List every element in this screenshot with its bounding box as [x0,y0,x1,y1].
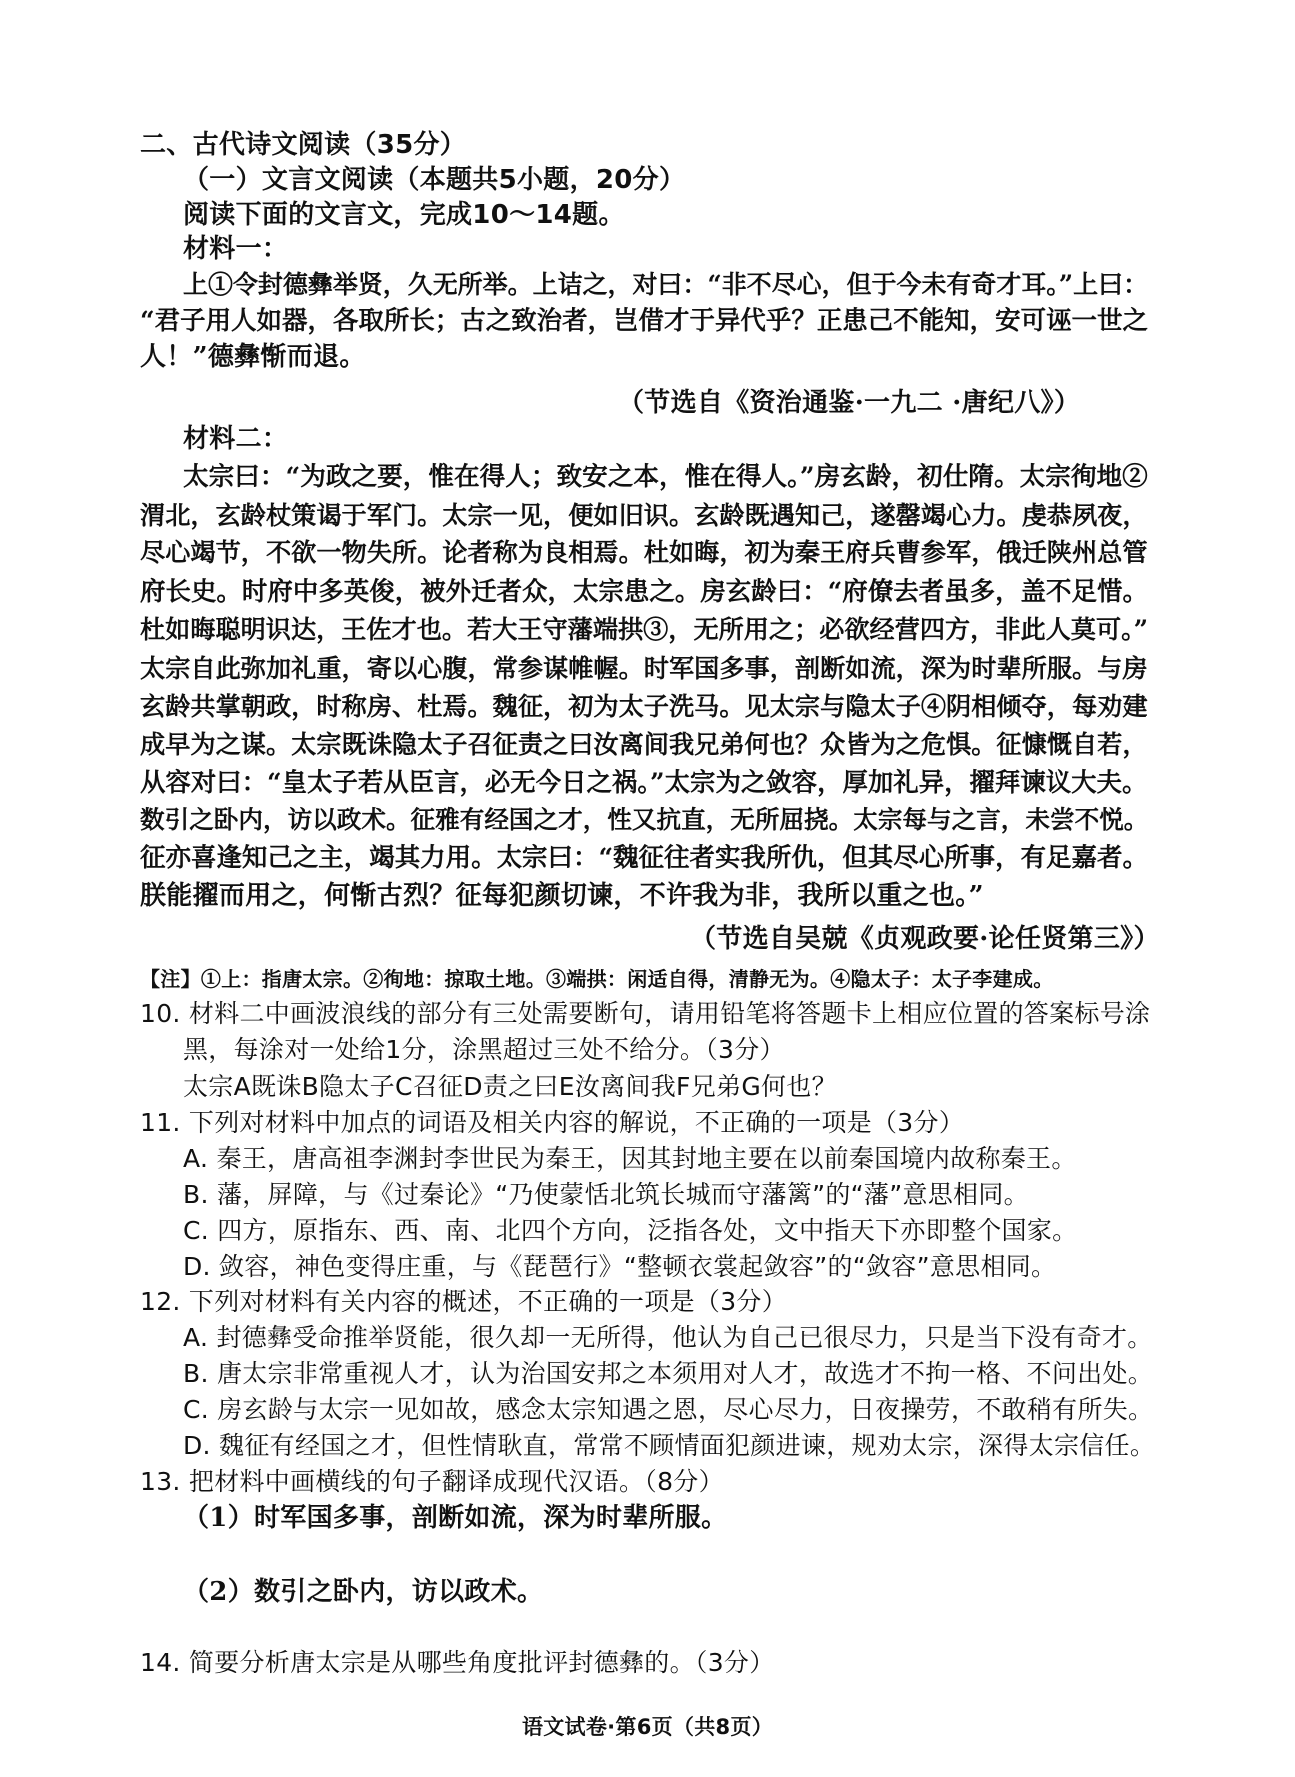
question-11-option: B. 藩，屏障，与《过秦论》“乃使蒙恬北筑长城而守藩篱”的“藩”意思相同。 [183,1180,1029,1209]
question-11-stem: 11. 下列对材料中加点的词语及相关内容的解说，不正确的一项是（3分） [140,1108,965,1137]
material2-source: （节选自吴兢《贞观政要·论任贤第三》） [690,924,1160,954]
material2-line: 玄龄共掌朝政，时称房、杜焉。魏征，初为太子洗马。见太宗与隐太子④阴相倾夺，每劝建 [140,691,1148,721]
question-11-option: A. 秦王，唐高祖李渊封李世民为秦王，因其封地主要在以前秦国境内故称秦王。 [183,1144,1077,1173]
question-12-option: D. 魏征有经国之才，但性情耿直，常常不顾情面犯颜进谏，规劝太宗，深得太宗信任。 [183,1431,1156,1460]
material1-line: “君子用人如器，各取所长；古之致治者，岂借才于异代乎？正患己不能知，安可诬一世之 [140,306,1148,336]
annotation-note: 【注】①上：指唐太宗。②徇地：掠取土地。③端拱：闲适自得，清静无为。④隐太子：太子李建成。 [140,967,1054,991]
material2-label: 材料二： [183,424,289,454]
material1-source: （节选自《资治通鉴·一九二 ·唐纪八》） [618,388,1081,418]
question-13-item: （1）时军国多事，剖断如流，深为时辈所服。 [183,1503,728,1533]
material1-label: 材料一： [183,234,289,264]
question-13-stem: 13. 把材料中画横线的句子翻译成现代汉语。（8分） [140,1467,724,1496]
page-footer: 语文试卷·第6页（共8页） [521,1715,774,1739]
material2-line: 从容对曰：“皇太子若从臣言，必无今日之祸。”太宗为之敛容，厚加礼异，擢拜谏议大夫。 [140,767,1148,797]
question-14-stem: 14. 简要分析唐太宗是从哪些角度批评封德彝的。（3分） [140,1648,775,1677]
question-11-option: C. 四方，原指东、西、南、北四个方向，泛指各处，文中指天下亦即整个国家。 [183,1216,1078,1245]
question-13-item: （2）数引之卧内，访以政术。 [183,1577,544,1607]
question-12-stem: 12. 下列对材料有关内容的概述，不正确的一项是（3分） [140,1287,788,1316]
material2-line: 尽心竭节，不欲一物失所。论者称为良相焉。杜如晦，初为秦王府兵曹参军，俄迁陕州总管 [140,537,1148,567]
material2-line: 太宗曰：“为政之要，惟在得人；致安之本，惟在得人。”房玄龄，初仕隋。太宗徇地② [183,462,1148,492]
question-10-line: 黑，每涂对一处给1分，涂黑超过三处不给分。（3分） [183,1035,785,1064]
material2-line: 太宗自此弥加礼重，寄以心腹，常参谋帷幄。时军国多事，剖断如流，深为时辈所服。与房 [140,653,1148,683]
question-12-option: A. 封德彝受命推举贤能，很久却一无所得，他认为自己已很尽力，只是当下没有奇才。 [183,1323,1153,1352]
question-12-option: B. 唐太宗非常重视人才，认为治国安邦之本须用对人才，故选才不拘一格、不问出处。 [183,1359,1154,1388]
question-12-option: C. 房玄龄与太宗一见如故，感念太宗知遇之恩，尽心尽力，日夜操劳，不敢稍有所失。 [183,1395,1154,1424]
question-10-line: 10. 材料二中画波浪线的部分有三处需要断句，请用铅笔将答题卡上相应位置的答案标号涂 [140,999,1151,1028]
question-10-sentence: 太宗A既诛B隐太子C召征D责之曰E汝离间我F兄弟G何也？ [183,1072,837,1101]
material2-line: 杜如晦聪明识达，王佐才也。若大王守藩端拱③，无所用之；必欲经营四方，非此人莫可。” [140,614,1149,644]
section-heading: 二、古代诗文阅读（35分） [140,130,467,160]
material2-line-underlined: 数引之卧内，访以政术。征雅有经国之才，性又抗直，无所屈挠。太宗每与之言，未尝不悦。 [140,805,1149,834]
material1-line: 人！”德彝惭而退。 [140,342,366,372]
material2-line: 征亦喜逢知己之主，竭其力用。太宗曰：“魏征往者实我所仇，但其尽心所事，有足嘉者。 [140,843,1148,873]
material2-line: 府长史。时府中多英俊，被外迁者众，太宗患之。房玄龄曰：“府僚去者虽多，盖不足惜。 [140,577,1148,607]
question-11-option: D. 敛容，神色变得庄重，与《琵琶行》“整顿衣裳起敛容”的“敛容”意思相同。 [183,1252,1057,1281]
subsection-heading: （一）文言文阅读（本题共5小题，20分） [183,165,686,195]
material2-line: 朕能擢而用之，何惭古烈？征每犯颜切谏，不许我为非，我所以重之也。” [140,881,984,911]
instruction: 阅读下面的文言文，完成10～14题。 [183,200,625,230]
material2-line-wavy: 成早为之谋。太宗既诛隐太子召征责之曰汝离间我兄弟何也？众皆为之危惧。征慷慨自若， [140,729,1148,759]
material2-line: 渭北，玄龄杖策谒于军门。太宗一见，便如旧识。玄龄既遇知己，遂罄竭心力。虔恭夙夜， [140,500,1148,530]
material1-line: 上①令封德彝举贤，久无所举。上诘之，对曰：“非不尽心，但于今未有奇才耳。”上曰： [183,270,1149,299]
